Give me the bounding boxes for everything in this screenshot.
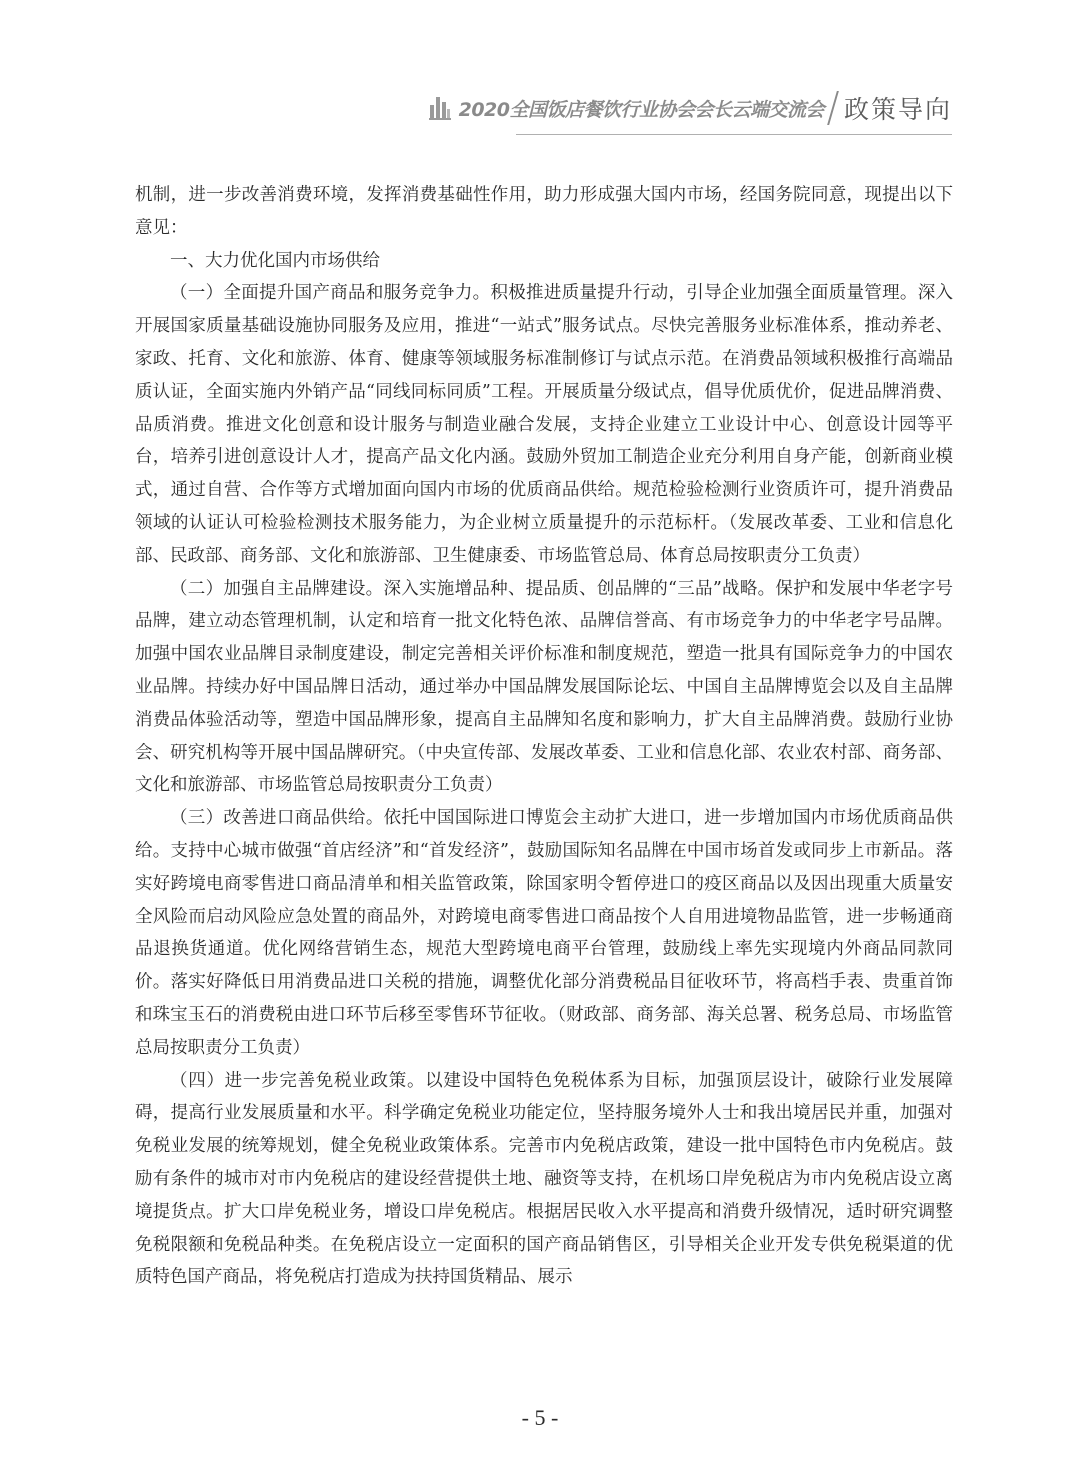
- paragraph-item-1: （一）全面提升国产商品和服务竞争力。积极推进质量提升行动，引导企业加强全面质量管理。深入开展国家质量基础设施协同服务及应用，推进“一站式”服务试点。尽快完善服务业标准体系，推动养老、家政、托育、文化和旅游、体育、健康等领域服务标准制修订与试点示范。在消费品领域积极推行高端品质认证，全面实施内外销产品“同线同标同质”工程。开展质量分级试点，倡导优质优价，促进品牌消费、品质消费。推进文化创意和设计服务与制造业融合发展，支持企业建立工业设计中心、创意设计园等平台，培养引进创意设计人才，提高产品文化内涵。鼓励外贸加工制造企业充分利用自身产能，创新商业模式，通过自营、合作等方式增加面向国内市场的优质商品供给。规范检验检测行业资质许可，提升消费品领域的认证认可检验检测技术服务能力，为企业树立质量提升的示范标杆。（发展改革委、工业和信息化部、民政部、商务部、文化和旅游部、卫生健康委、市场监管总局、体育总局按职责分工负责）: [135, 283, 953, 566]
- document-body: [135, 179, 953, 1294]
- section-title: 政策导向: [843, 95, 952, 124]
- header-rule: [516, 134, 952, 135]
- page-number: - 5 -: [521, 1405, 559, 1430]
- header-divider: [827, 91, 839, 125]
- paragraph-item-4: （四）进一步完善免税业政策。以建设中国特色免税体系为目标，加强顶层设计，破除行业发展障碍，提高行业发展质量和水平。科学确定免税业功能定位，坚持服务境外人士和我出境居民并重，加强对免税业发展的统筹规划，健全免税业政策体系。完善市内免税店政策，建设一批中国特色市内免税店。鼓励有条件的城市对市内免税店的建设经营提供土地、融资等支持，在机场口岸免税店为市内免税店设立离境提货点。扩大口岸免税业务，增设口岸免税店。根据居民收入水平提高和消费升级情况，适时研究调整免税限额和免税品种类。在免税店设立一定面积的国产商品销售区，引导相关企业开发专供免税渠道的优质特色国产商品，将免税店打造成为扶持国货精品、展示: [135, 1070, 953, 1288]
- section-heading: 一、大力优化国内市场供给: [170, 250, 380, 271]
- paragraph-item-3: （三）改善进口商品供给。依托中国国际进口博览会主动扩大进口，进一步增加国内市场优质商品供给。支持中心城市做强“首店经济”和“首发经济”，鼓励国际知名品牌在中国市场首发或同步上市新品。落实好跨境电商零售进口商品清单和相关监管政策，除国家明令暂停进口的疫区商品以及因出现重大质量安全风险而启动风险应急处置的商品外，对跨境电商零售进口商品按个人自用进境物品监管，进一步畅通商品退换货通道。优化网络营销生态，规范大型跨境电商平台管理，鼓励线上率先实现境内外商品同款同价。落实好降低日用消费品进口关税的措施，调整优化部分消费税品目征收环节，将高档手表、贵重首饰和珠宝玉石的消费税由进口环节后移至零售环节征收。（财政部、商务部、海关总署、税务总局、市场监管总局按职责分工负责）: [135, 808, 953, 1058]
- page-header: [429, 86, 952, 130]
- intro-paragraph: 机制，进一步改善消费环境，发挥消费基础性作用，助力形成强大国内市场，经国务院同意，现提出以下意见：: [135, 185, 953, 238]
- event-title: 2020全国饭店餐饮行业协会会长云端交流会: [458, 98, 824, 121]
- paragraph-item-2: （二）加强自主品牌建设。深入实施增品种、提品质、创品牌的“三品”战略。保护和发展中华老字号品牌，建立动态管理机制，认定和培育一批文化特色浓、品牌信誉高、有市场竞争力的中华老字号品牌。加强中国农业品牌目录制度建设，制定完善相关评价标准和制度规范，塑造一批具有国际竞争力的中国农业品牌。持续办好中国品牌日活动，通过举办中国品牌发展国际论坛、中国自主品牌博览会以及自主品牌消费品体验活动等，塑造中国品牌形象，提高自主品牌知名度和影响力，扩大自主品牌消费。鼓励行业协会、研究机构等开展中国品牌研究。（中央宣传部、发展改革委、工业和信息化部、农业农村部、商务部、文化和旅游部、市场监管总局按职责分工负责）: [135, 578, 953, 796]
- building-logo-icon: [429, 95, 451, 121]
